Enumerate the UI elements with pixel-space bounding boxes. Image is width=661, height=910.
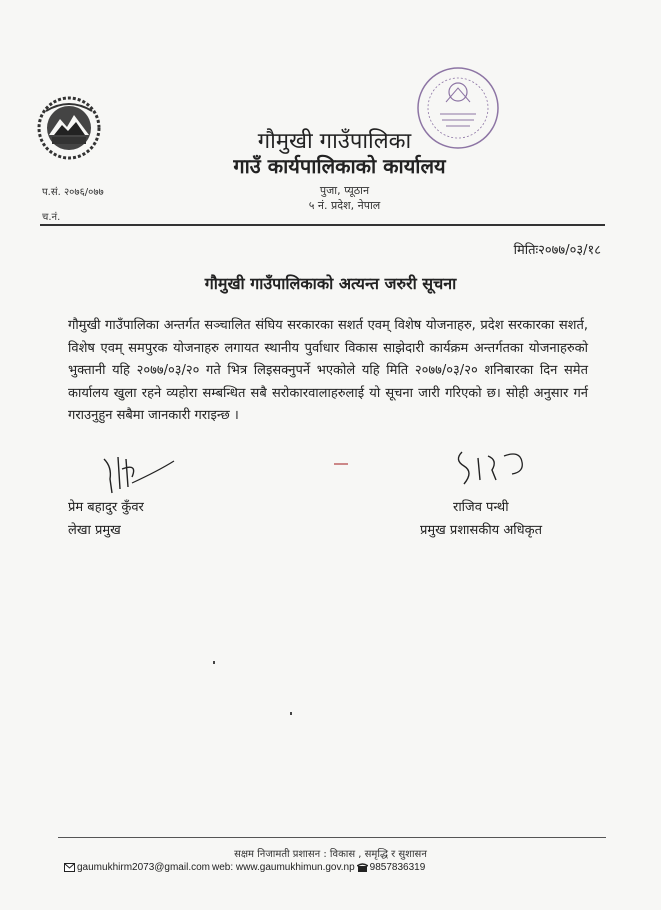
phone-icon	[357, 863, 368, 872]
left-signatory-title: लेखा प्रमुख	[68, 523, 121, 538]
right-signatory-title: प्रमुख प्रशासकीय अधिकृत	[420, 523, 543, 538]
right-signatory-name: राजिव पन्थी	[453, 500, 509, 515]
footer-email: gaumukhirm2073@gmail.com	[77, 862, 210, 873]
mail-icon	[64, 863, 75, 872]
left-signature	[98, 453, 228, 497]
scan-speck	[334, 463, 348, 465]
reference-number: प.सं. २०७६/०७७	[42, 187, 104, 198]
footer-contact	[64, 862, 425, 873]
dispatch-number: च.नं.	[42, 212, 61, 223]
left-signatory-name: प्रेम बहादुर कुँवर	[68, 500, 144, 515]
address-line-1: पुजा, प्यूठान	[319, 184, 370, 197]
footer-divider	[58, 837, 606, 838]
office-name: गाउँ कार्यपालिकाको कार्यालय	[233, 154, 446, 178]
scan-speck	[290, 712, 292, 715]
notice-date: मितिः२०७७/०३/१८	[513, 243, 601, 258]
footer-phone: 9857836319	[369, 862, 426, 873]
scan-speck	[213, 661, 215, 664]
notice-heading: गौमुखी गाउँपालिकाको अत्यन्त जरुरी सूचना	[204, 274, 457, 293]
footer-motto: सक्षम निजामती प्रशासन : विकास , समृद्धि र सुशासन	[234, 849, 427, 860]
footer-web: web: www.gaumukhimun.gov.np	[211, 862, 355, 873]
municipality-name: गौमुखी गाउँपालिका	[257, 129, 412, 154]
address-line-2: ५ नं. प्रदेश, नेपाल	[308, 199, 381, 212]
notice-body: गौमुखी गाउँपालिका अन्तर्गत सञ्चालित संघिय सरकारका सशर्त एवम् विशेष योजनाहरु, प्रदेश सरकारका सशर्त, विशेष एवम् समपुरक योजनाहरु लगायत स्थानीय पुर्वाधार विकास साझेदारी कार्यक्रम अन्तर्गतका योजनाहरुको भुक्तानी यहि २०७७/०३/२० गते भित्र लिइसक्नुपर्ने भएकोले यहि मिति २०७७/०३/२० शनिबारका दिन समेत कार्यालय खुला रहने व्यहोरा सम्बन्धित सबै सरोकारवालाहरुलाई यो सूचना जारी गरिएको छ। सोही अनुसार गर्न गराउनुहुन सबैमा जानकारी गराइन्छ ।	[68, 318, 588, 423]
right-signature	[450, 446, 580, 490]
header-divider	[40, 224, 605, 226]
